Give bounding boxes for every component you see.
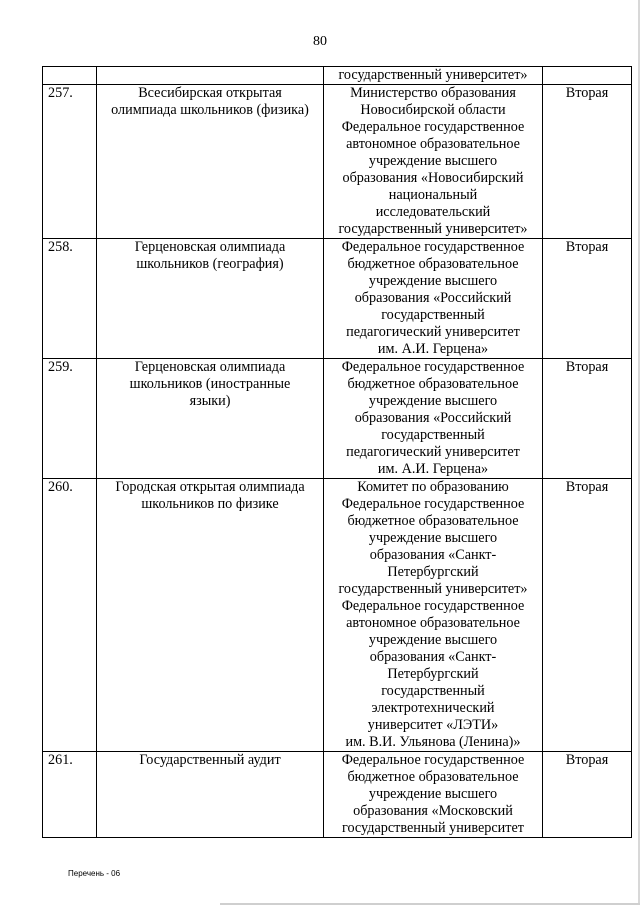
organizer-line: Федеральное государственное xyxy=(341,752,525,768)
organizer-line: национальный xyxy=(388,187,478,203)
organizer-line: Комитет по образованию xyxy=(357,479,509,495)
organizer-line: учреждение высшего xyxy=(368,153,498,169)
olympiad-level xyxy=(543,67,632,85)
organizer-line: бюджетное образовательное xyxy=(347,513,519,529)
organizer-line: образования «Российский xyxy=(354,410,512,426)
olympiad-list-table xyxy=(42,66,632,838)
organizer-line: исследовательский xyxy=(375,204,491,220)
page-number: 80 xyxy=(313,34,327,49)
organizer-line: учреждение высшего xyxy=(368,393,498,409)
olympiad-name xyxy=(97,359,324,479)
organizer-line: Федеральное государственное xyxy=(341,359,525,375)
organizer-line: образования «Новосибирский xyxy=(342,170,524,186)
organizer-line: учреждение высшего xyxy=(368,530,498,546)
organizer-line: образования «Санкт- xyxy=(369,547,497,563)
olympiad-name xyxy=(97,85,324,239)
olympiad-level: Вторая xyxy=(543,359,632,479)
table-row xyxy=(43,239,632,359)
organizer xyxy=(324,752,543,838)
organizer-line: педагогический университет xyxy=(346,324,520,340)
table-body xyxy=(43,67,632,838)
olympiad-name-line: Городская открытая олимпиада xyxy=(115,479,305,495)
olympiad-name-line: олимпиада школьников (физика) xyxy=(111,102,309,118)
organizer-line: автономное образовательное xyxy=(346,615,520,631)
organizer-line: образования «Санкт- xyxy=(369,649,497,665)
organizer-line: электротехнический xyxy=(371,700,495,716)
olympiad-level: Вторая xyxy=(543,85,632,239)
olympiad-name-line: школьников (география) xyxy=(136,256,284,272)
table-row xyxy=(43,67,632,85)
organizer-line: учреждение высшего xyxy=(368,273,498,289)
organizer-line: Федеральное государственное xyxy=(341,119,525,135)
organizer-line: Петербургский xyxy=(387,666,479,682)
organizer xyxy=(324,239,543,359)
organizer-line: Новосибирской области xyxy=(360,102,506,118)
olympiad-name-line: Всесибирская открытая xyxy=(138,85,282,101)
organizer-line: Министерство образования xyxy=(350,85,516,101)
olympiad-name-line: Герценовская олимпиада xyxy=(134,239,286,255)
table-row xyxy=(43,479,632,752)
organizer-line: образования «Российский xyxy=(354,290,512,306)
organizer-line: учреждение высшего xyxy=(368,786,498,802)
organizer-line: бюджетное образовательное xyxy=(347,256,519,272)
organizer-line: им. А.И. Герцена» xyxy=(377,461,489,477)
olympiad-level: Вторая xyxy=(543,239,632,359)
olympiad-name xyxy=(97,67,324,85)
organizer-line: им. В.И. Ульянова (Ленина)» xyxy=(345,734,521,750)
olympiad-name-line: школьников (иностранные xyxy=(129,376,291,392)
olympiad-name xyxy=(97,752,324,838)
organizer-line: университет «ЛЭТИ» xyxy=(367,717,499,733)
row-number: 258. xyxy=(43,239,97,359)
organizer xyxy=(324,85,543,239)
row-number: 259. xyxy=(43,359,97,479)
row-number: 257. xyxy=(43,85,97,239)
organizer-line: государственный xyxy=(381,427,485,443)
row-number: 261. xyxy=(43,752,97,838)
row-number: 260. xyxy=(43,479,97,752)
organizer xyxy=(324,359,543,479)
organizer xyxy=(324,67,543,85)
olympiad-level: Вторая xyxy=(543,479,632,752)
olympiad-level: Вторая xyxy=(543,752,632,838)
page-footer: Перечень - 06 xyxy=(68,869,121,878)
organizer-line: Федеральное государственное xyxy=(341,239,525,255)
organizer-line: государственный университет» xyxy=(338,581,528,597)
organizer xyxy=(324,479,543,752)
organizer-line: педагогический университет xyxy=(346,444,520,460)
organizer-line: автономное образовательное xyxy=(346,136,520,152)
organizer-line: Петербургский xyxy=(387,564,479,580)
olympiad-name-line: языки) xyxy=(189,393,231,409)
organizer-line: государственный университет» xyxy=(338,67,528,83)
organizer-line: Федеральное государственное xyxy=(341,496,525,512)
organizer-line: государственный университет» xyxy=(338,221,528,237)
organizer-line: государственный xyxy=(381,683,485,699)
table-row xyxy=(43,752,632,838)
olympiad-name-line: Государственный аудит xyxy=(139,752,281,768)
row-number xyxy=(43,67,97,85)
organizer-line: образования «Московский xyxy=(353,803,513,819)
organizer-line: бюджетное образовательное xyxy=(347,376,519,392)
organizer-line: государственный xyxy=(381,307,485,323)
organizer-line: бюджетное образовательное xyxy=(347,769,519,785)
table-row xyxy=(43,85,632,239)
olympiad-name-line: Герценовская олимпиада xyxy=(134,359,286,375)
organizer-line: государственный университет xyxy=(342,820,524,836)
organizer-line: им. А.И. Герцена» xyxy=(377,341,489,357)
organizer-line: Федеральное государственное xyxy=(341,598,525,614)
olympiad-name xyxy=(97,479,324,752)
olympiad-name xyxy=(97,239,324,359)
organizer-line: учреждение высшего xyxy=(368,632,498,648)
table-row xyxy=(43,359,632,479)
olympiad-name-line: школьников по физике xyxy=(141,496,279,512)
